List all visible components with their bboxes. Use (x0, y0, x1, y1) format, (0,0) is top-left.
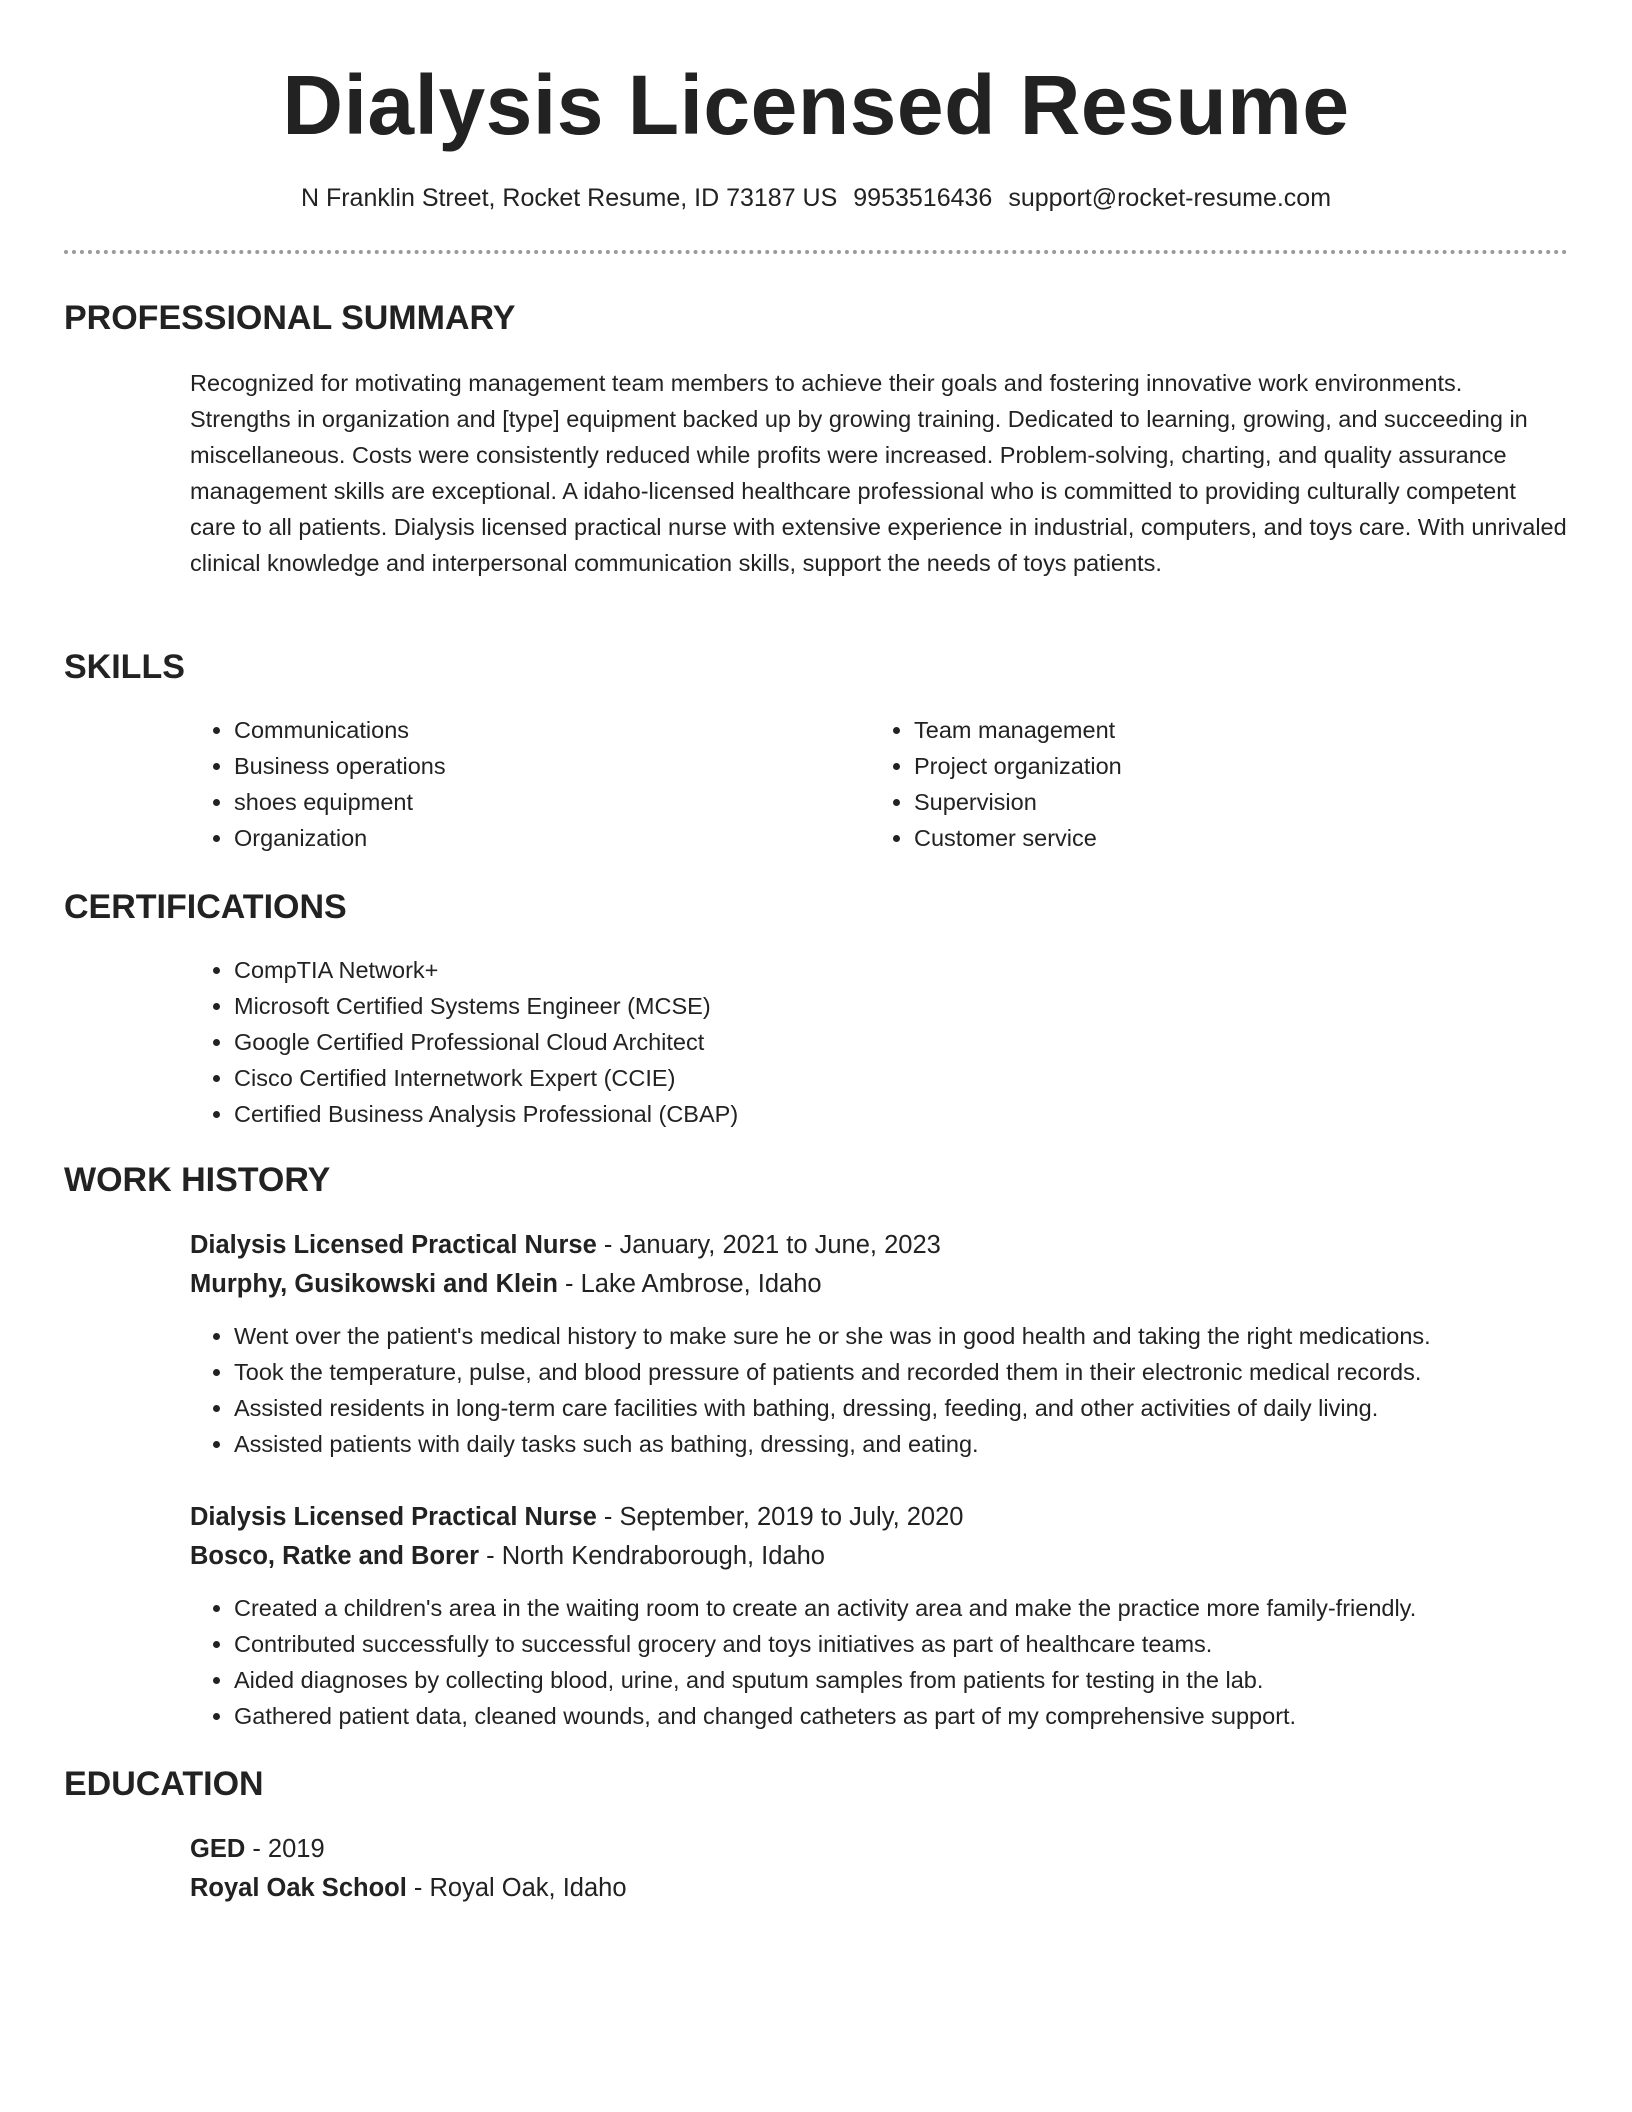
resume-title: Dialysis Licensed Resume (282, 58, 1350, 152)
job-bullet: • Created a children's area in the waiting room to create an activity area and make the practice more family-friendly. (234, 1590, 1568, 1626)
job-bullets (190, 1590, 1568, 1734)
contact-line (64, 180, 1568, 216)
job-location: - North Kendraborough, Idaho (479, 1542, 825, 1570)
contact-phone: 9953516436 (853, 184, 993, 212)
job-title-line (190, 1498, 1568, 1537)
skill-item: • Project organization (914, 748, 1470, 784)
work-history-heading: WORK HISTORY (64, 1161, 331, 1199)
job-title: Dialysis Licensed Practical Nurse (190, 1503, 597, 1531)
job-bullet: • Assisted patients with daily tasks such as bathing, dressing, and eating. (234, 1426, 1568, 1462)
certification-item: • Microsoft Certified Systems Engineer (MCSE) (234, 988, 1568, 1024)
job-title-line (190, 1226, 1568, 1265)
skills-right-column (870, 712, 1470, 856)
degree-year: - 2019 (245, 1835, 325, 1863)
skill-item: • Team management (914, 712, 1470, 748)
school-name: Royal Oak School (190, 1874, 407, 1902)
certifications-heading: CERTIFICATIONS (64, 888, 347, 926)
skills-heading: SKILLS (64, 648, 185, 686)
job-location: - Lake Ambrose, Idaho (557, 1270, 822, 1298)
job-title: Dialysis Licensed Practical Nurse (190, 1231, 597, 1259)
job-bullet: • Went over the patient's medical history to make sure he or she was in good health and taking the right medications. (234, 1318, 1568, 1354)
contact-email: support@rocket-resume.com (1008, 184, 1332, 212)
summary-text: Recognized for motivating management team members to achieve their goals and fostering innovative work environments. Strengths in organization and [type] equipment backed up by growing training. Dedicated to learning, growing, and succeeding in miscellaneous. Costs were consistently reduced while profits were increased. Problem-solving, charting, and quality assurance management skills are exceptional. A idaho-licensed healthcare professional who is committed to providing culturally competent care to all patients. Dialysis licensed practical nurse with extensive experience in industrial, computers, and toys care. With unrivaled clinical knowledge and interpersonal communication skills, support the needs of toys patients. (190, 370, 1567, 576)
skill-item: • Customer service (914, 820, 1470, 856)
job-bullet: • Contributed successfully to successful grocery and toys initiatives as part of healthcare teams. (234, 1626, 1568, 1662)
skills-left-column (190, 712, 790, 856)
job-entry (190, 1498, 1568, 1576)
job-entry (190, 1226, 1568, 1304)
job-company: Murphy, Gusikowski and Klein (190, 1270, 558, 1298)
job-bullet: • Aided diagnoses by collecting blood, urine, and sputum samples from patients for testing in the lab. (234, 1662, 1568, 1698)
header-divider (64, 250, 1568, 254)
skill-item: • Organization (234, 820, 790, 856)
job-bullet: • Took the temperature, pulse, and blood pressure of patients and recorded them in their electronic medical records. (234, 1354, 1568, 1390)
job-dates: - January, 2021 to June, 2023 (596, 1231, 941, 1259)
job-company-line (190, 1537, 1568, 1576)
job-bullets (190, 1318, 1568, 1462)
skill-item: • Business operations (234, 748, 790, 784)
job-dates: - September, 2019 to July, 2020 (596, 1503, 964, 1531)
school-location: - Royal Oak, Idaho (406, 1874, 627, 1902)
summary-section (190, 365, 1568, 581)
job-company-line (190, 1265, 1568, 1304)
certification-item: • Cisco Certified Internetwork Expert (CCIE) (234, 1060, 1568, 1096)
summary-heading: PROFESSIONAL SUMMARY (64, 299, 516, 337)
skill-item: • Communications (234, 712, 790, 748)
certification-item: • CompTIA Network+ (234, 952, 1568, 988)
certification-item: • Google Certified Professional Cloud Architect (234, 1024, 1568, 1060)
skill-item: • Supervision (914, 784, 1470, 820)
certification-item: • Certified Business Analysis Professional (CBAP) (234, 1096, 1568, 1132)
job-company: Bosco, Ratke and Borer (190, 1542, 480, 1570)
job-bullet: • Gathered patient data, cleaned wounds, and changed catheters as part of my comprehensive support. (234, 1698, 1568, 1734)
school-line (190, 1869, 1568, 1908)
job-bullet: • Assisted residents in long-term care facilities with bathing, dressing, feeding, and other activities of daily living. (234, 1390, 1568, 1426)
education-entry (190, 1830, 1568, 1908)
education-heading: EDUCATION (64, 1765, 264, 1803)
degree: GED (190, 1835, 246, 1863)
contact-address: N Franklin Street, Rocket Resume, ID 73187 US (300, 184, 838, 212)
certifications-section (190, 952, 1568, 1132)
skill-item: • shoes equipment (234, 784, 790, 820)
degree-line (190, 1830, 1568, 1869)
